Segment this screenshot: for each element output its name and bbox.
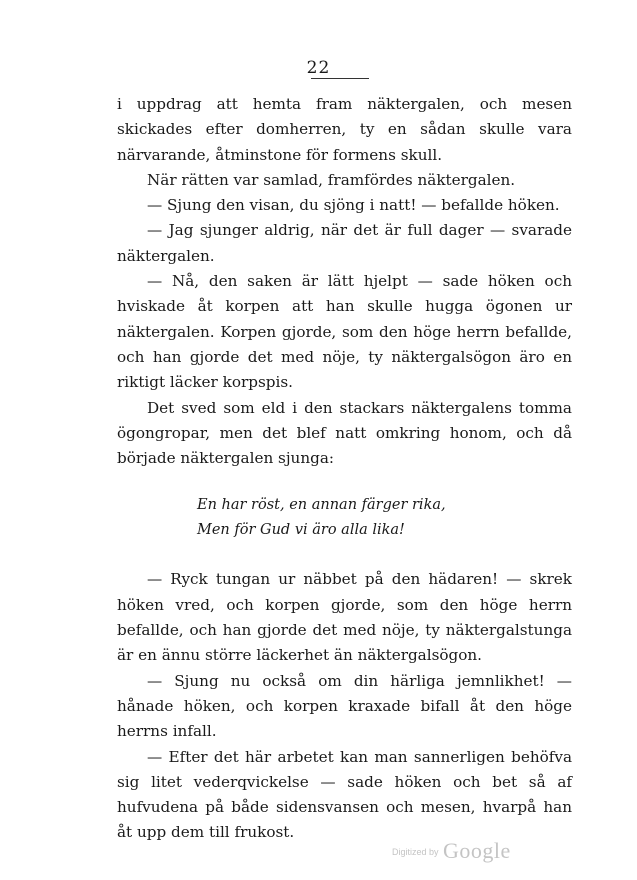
google-logo: Google [442,838,511,863]
paragraph-1: i uppdrag att hemta fram näktergalen, och mesen skickades efter domherren, ty en sådan skulle vara närvarande, åtminstone för formens skull. [117,95,572,164]
verse-line-1: En har röst, en annan färger rika, [197,497,446,514]
body-text [117,92,572,846]
paragraph-8: — Sjung nu också om din härliga jemnlikhet! — hånade höken, och korpen kraxade bifall åt den höge herrns infall. [117,671,572,741]
verse-line-2: Men för Gud vi äro alla lika! [197,522,405,539]
page-number-rule [311,78,369,79]
paragraph-5: — Nå, den saken är lätt hjelpt — sade höken och hviskade åt korpen att han skulle hugga ögonen ur näktergalen. Korpen gjorde, som den höge herrn befallde, och han gjorde det med nöje, ty näktergalsögon äro en riktigt läcker korpspis. [117,272,572,392]
paragraph-3: — Sjung den visan, du sjöng i natt! — befallde höken. [147,196,560,215]
paragraph-2: När rätten var samlad, framfördes näktergalen. [147,170,516,189]
page-number: 22 [306,58,331,78]
paragraph-9: — Efter det här arbetet kan man sannerligen behöfva sig litet vederqvickelse — sade höken och bet så af hufvudena på både sidensvansen och mesen, hvarpå han åt upp dem till frukost. [117,747,572,842]
paragraph-6: Det sved som eld i den stackars näktergalens tomma ögongropar, men det blef natt omkring honom, och då började näktergalen sjunga: [117,398,572,468]
paragraph-7: — Ryck tungan ur näbbet på den hädaren! — skrek höken vred, och korpen gjorde, som den höge herrn befallde, och han gjorde det med nöje, ty näktergalstunga är en ännu större läckerhet än näktergalsögon. [117,570,572,665]
paragraph-4: — Jag sjunger aldrig, när det är full dager — svarade näktergalen. [117,221,572,265]
watermark-prefix: Digitized by [392,847,439,857]
verse [117,493,572,543]
digitized-watermark [392,838,511,864]
